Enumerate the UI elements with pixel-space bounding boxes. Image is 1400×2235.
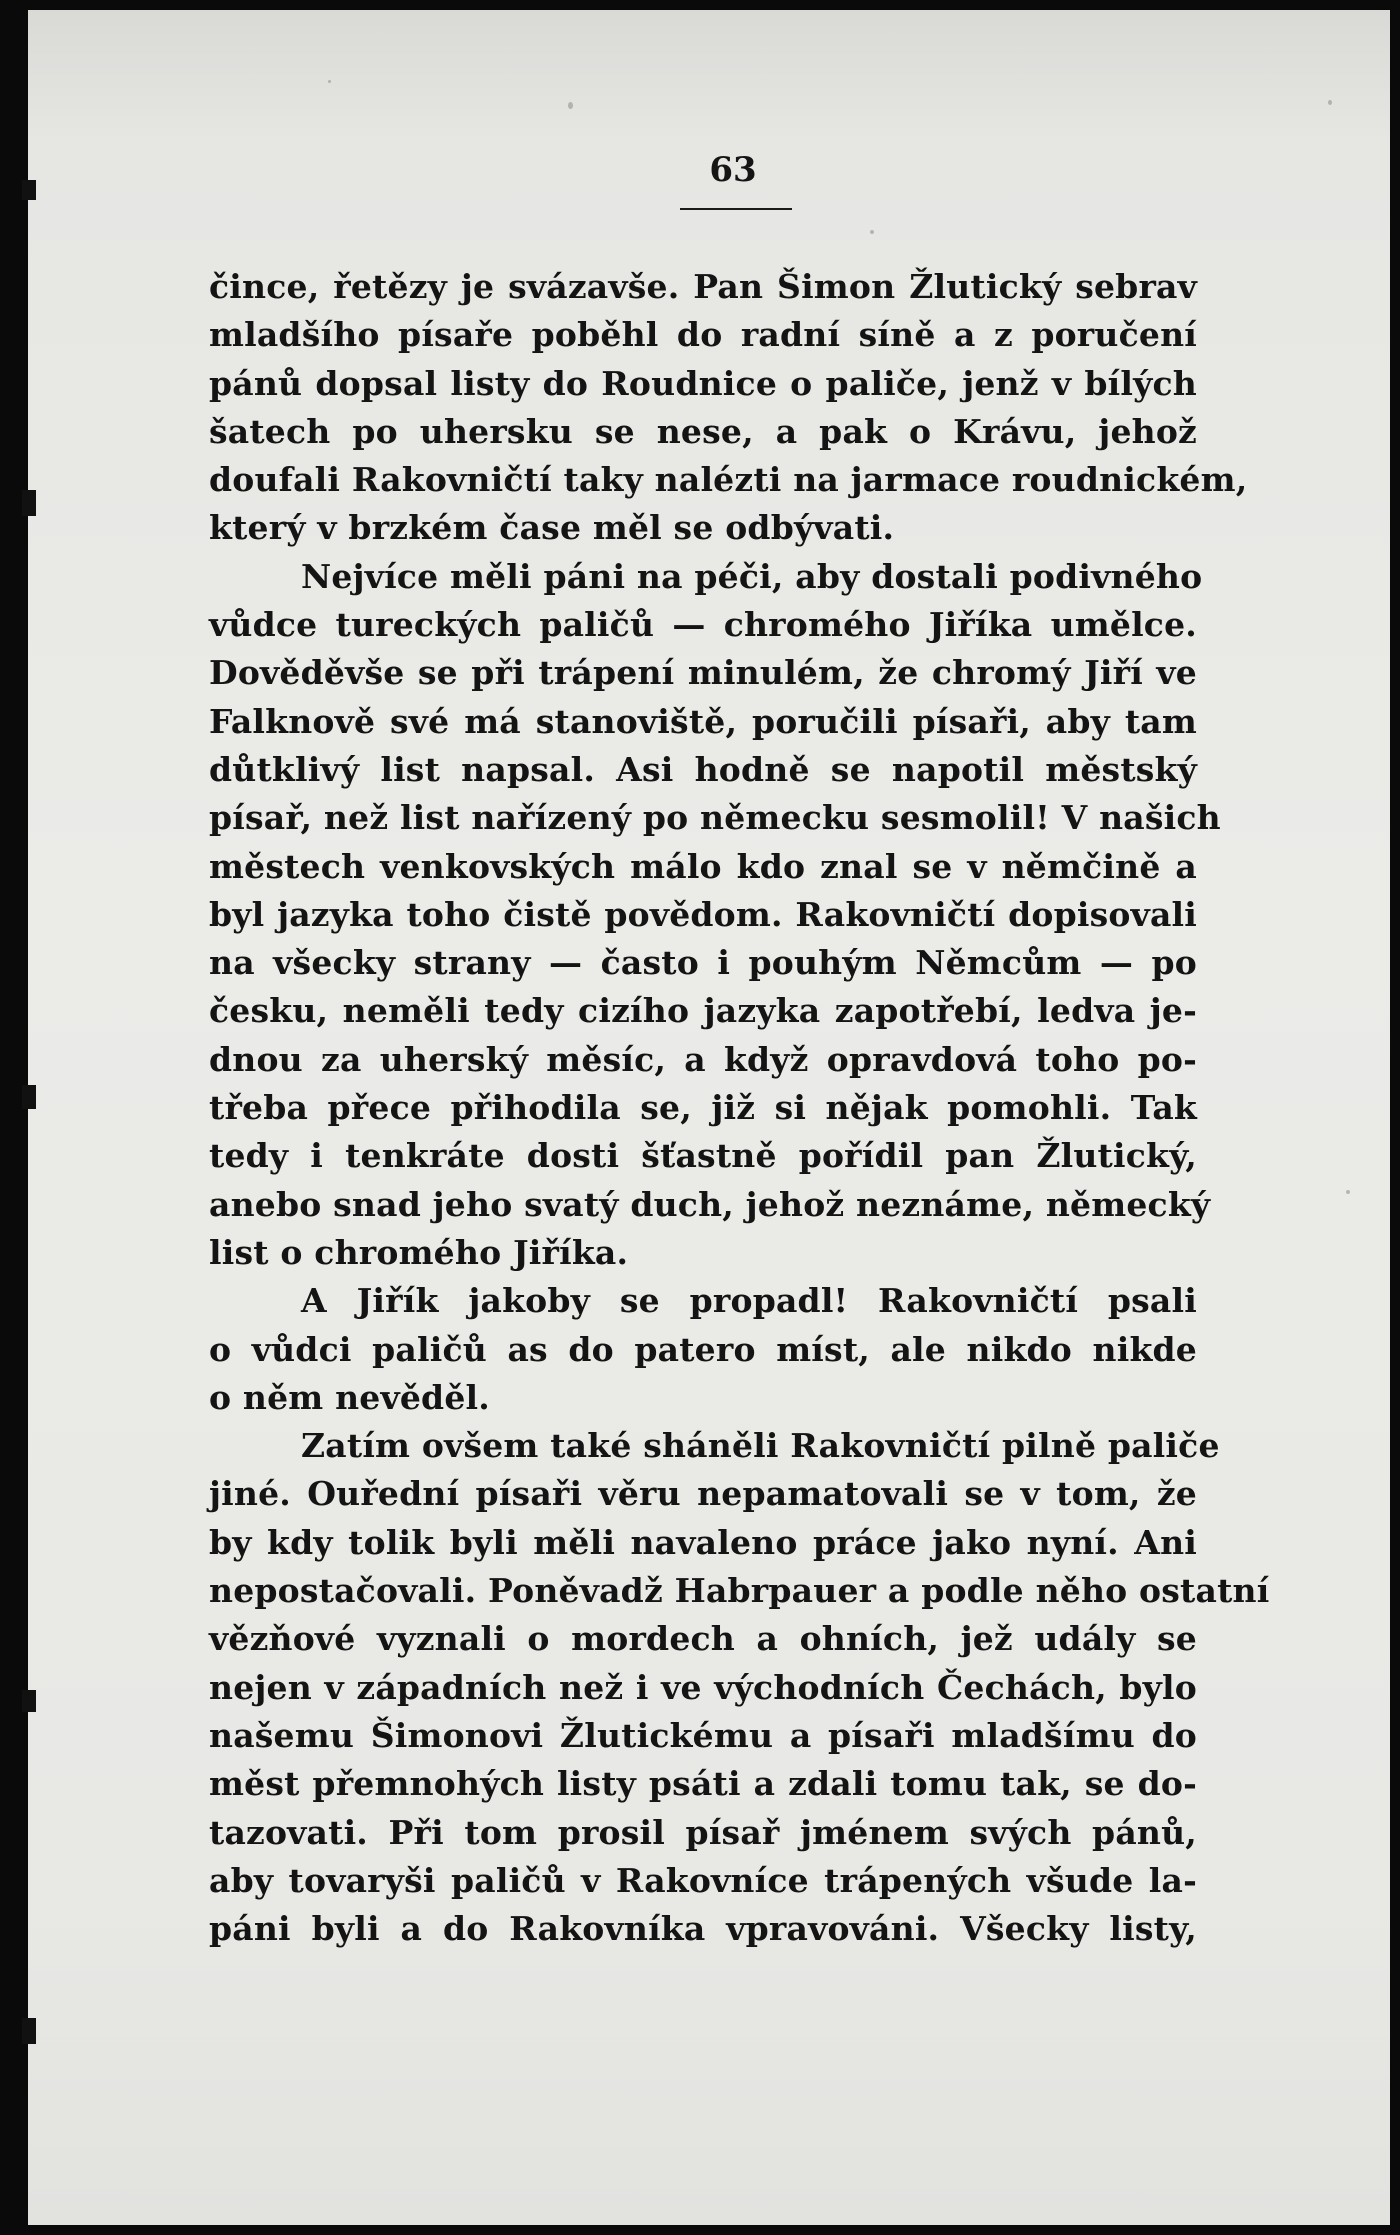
text-line: tazovati. Při tom prosil písař jménem svých pánů, xyxy=(209,1812,1197,1852)
text-line: vězňové vyznali o mordech a ohních, jež udály se xyxy=(209,1619,1197,1659)
text-line: Zatím ovšem také sháněli Rakovničtí pilně paliče xyxy=(301,1426,1220,1466)
text-line: šatech po uhersku se nese, a pak o Krávu, jehož xyxy=(209,411,1197,451)
page-number-rule xyxy=(680,208,792,210)
body-text xyxy=(209,263,1270,1953)
text-line: o vůdci paličů as do patero míst, ale nikdo nikde xyxy=(209,1329,1197,1369)
binding-mark xyxy=(22,1085,36,1109)
text-line: nejen v západních než i ve východních Čechách, bylo xyxy=(209,1667,1197,1707)
text-line: doufali Rakovničtí taky nalézti na jarmace roudnickém, xyxy=(209,460,1248,500)
text-line: by kdy tolik byli měli navaleno práce jako nyní. Ani xyxy=(209,1522,1197,1562)
text-line: důtklivý list napsal. Asi hodně se napotil městský xyxy=(209,749,1197,789)
text-line: o něm nevěděl. xyxy=(209,1377,490,1417)
text-line: páni byli a do Rakovníka vpravováni. Všecky listy, xyxy=(209,1909,1197,1949)
text-line: byl jazyka toho čistě povědom. Rakovničtí dopisovali xyxy=(209,894,1197,934)
text-line: pánů dopsal listy do Roudnice o paliče, jenž v bílých xyxy=(209,363,1197,403)
text-line: čince, řetězy je svázavše. Pan Šimon Žlutický sebrav xyxy=(209,267,1197,306)
text-line: Dověděvše se při trápení minulém, že chromý Jiří ve xyxy=(209,653,1197,693)
text-line: na všecky strany — často i pouhým Němcům — po xyxy=(209,943,1197,983)
binding-mark xyxy=(22,2018,36,2044)
paper-speck xyxy=(1346,1190,1350,1194)
text-line: Nejvíce měli páni na péči, aby dostali podivného xyxy=(301,556,1203,596)
text-line: nepostačovali. Poněvadž Habrpauer a podle něho ostatní xyxy=(209,1571,1270,1611)
text-line: třeba přece přihodila se, již si nějak pomohli. Tak xyxy=(209,1088,1197,1128)
text-line: písař, než list nařízený po německu sesmolil! V našich xyxy=(209,798,1221,838)
text-line: list o chromého Jiříka. xyxy=(209,1232,629,1272)
text-line: česku, neměli tedy cizího jazyka zapotřebí, ledva je- xyxy=(209,991,1197,1031)
page-number: 63 xyxy=(709,150,757,190)
paper-speck xyxy=(1328,100,1332,105)
text-line: měst přemnohých listy psáti a zdali tomu tak, se do- xyxy=(209,1764,1197,1804)
text-line: dnou za uherský měsíc, a když opravdová toho po- xyxy=(209,1039,1197,1079)
text-line: A Jiřík jakoby se propadl! Rakovničtí psali xyxy=(301,1281,1197,1321)
binding-mark xyxy=(22,490,36,516)
text-line: našemu Šimonovi Žlutickému a písaři mladšímu do xyxy=(209,1715,1197,1755)
text-line: anebo snad jeho svatý duch, jehož neznáme, německý xyxy=(209,1184,1211,1224)
text-line: Falknově své má stanoviště, poručili písaři, aby tam xyxy=(209,701,1197,741)
text-line: jiné. Ouřední písaři věru nepamatovali se v tom, že xyxy=(209,1474,1197,1514)
paper-speck xyxy=(328,80,331,83)
text-line: městech venkovských málo kdo znal se v němčině a xyxy=(209,846,1197,886)
binding-mark xyxy=(22,1690,36,1712)
text-line: vůdce tureckých paličů — chromého Jiříka umělce. xyxy=(209,605,1197,645)
scan-left-edge xyxy=(0,0,30,2235)
paper-speck xyxy=(870,230,874,234)
paper-speck xyxy=(568,102,573,109)
text-line: tedy i tenkráte dosti šťastně pořídil pan Žlutický, xyxy=(209,1136,1197,1176)
text-line: aby tovaryši paličů v Rakovníce trápených všude la- xyxy=(209,1860,1197,1900)
text-line: mladšího písaře poběhl do radní síně a z poručení xyxy=(209,315,1197,355)
text-line: který v brzkém čase měl se odbývati. xyxy=(209,508,895,548)
binding-mark xyxy=(22,180,36,200)
